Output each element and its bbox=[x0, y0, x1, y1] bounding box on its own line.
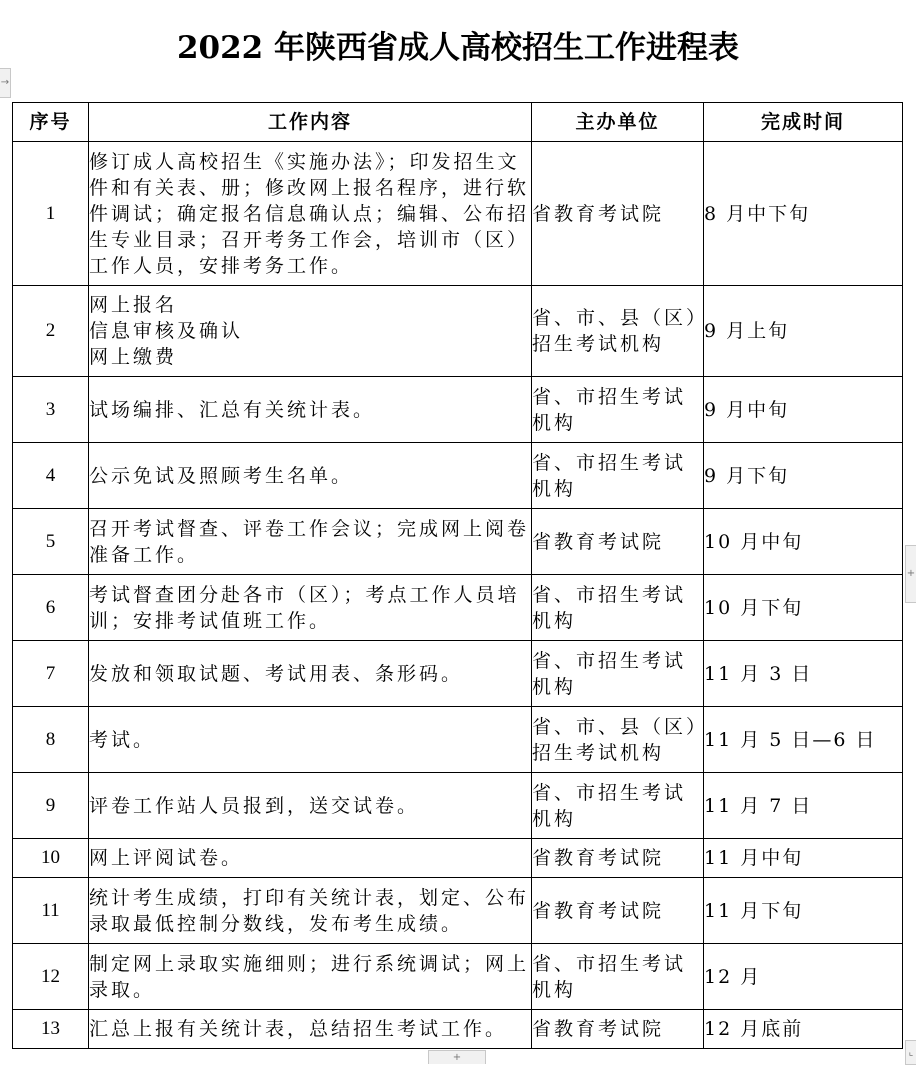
header-content: 工作内容 bbox=[89, 103, 532, 142]
row-content bbox=[89, 641, 532, 707]
row-completion-time: 8 月中下旬 bbox=[704, 142, 903, 286]
content-line: 汇总上报有关统计表，总结招生考试工作。 bbox=[89, 1018, 508, 1040]
row-content bbox=[89, 1010, 532, 1049]
row-number: 10 bbox=[13, 839, 89, 878]
header-number: 序号 bbox=[13, 103, 89, 142]
row-number: 11 bbox=[13, 878, 89, 944]
row-content bbox=[89, 773, 532, 839]
table-row bbox=[13, 377, 903, 443]
row-number: 9 bbox=[13, 773, 89, 839]
row-number: 12 bbox=[13, 944, 89, 1010]
row-organizer: 省、市招生考试机构 bbox=[532, 575, 704, 641]
row-number: 7 bbox=[13, 641, 89, 707]
content-line: 考试。 bbox=[89, 728, 156, 751]
row-completion-time: 11 月中旬 bbox=[704, 839, 903, 878]
table-row bbox=[13, 286, 903, 377]
table-row bbox=[13, 773, 903, 839]
content-line: 考试督查团分赴各市（区）；考点工作人员培训；安排考试值班工作。 bbox=[89, 583, 520, 632]
row-completion-time: 12 月底前 bbox=[704, 1010, 903, 1049]
row-organizer: 省、市、县（区）招生考试机构 bbox=[532, 707, 704, 773]
resize-corner-icon[interactable]: ⌞ bbox=[905, 1040, 916, 1065]
table-row bbox=[13, 878, 903, 944]
table-row bbox=[13, 443, 903, 509]
row-completion-time: 10 月中旬 bbox=[704, 509, 903, 575]
row-number: 5 bbox=[13, 509, 89, 575]
row-organizer: 省教育考试院 bbox=[532, 1010, 704, 1049]
row-content bbox=[89, 377, 532, 443]
add-row-icon[interactable]: + bbox=[428, 1050, 486, 1064]
content-line: 召开考试督查、评卷工作会议；完成网上阅卷准备工作。 bbox=[89, 517, 530, 566]
row-completion-time: 9 月中旬 bbox=[704, 377, 903, 443]
row-number: 8 bbox=[13, 707, 89, 773]
content-line: 网上评阅试卷。 bbox=[89, 847, 244, 869]
header-completion-time: 完成时间 bbox=[704, 103, 903, 142]
table-row bbox=[13, 142, 903, 286]
content-line: 制定网上录取实施细则；进行系统调试；网上录取。 bbox=[89, 952, 530, 1001]
content-line: 试场编排、汇总有关统计表。 bbox=[89, 398, 376, 421]
row-organizer: 省、市招生考试机构 bbox=[532, 773, 704, 839]
row-organizer: 省、市招生考试机构 bbox=[532, 377, 704, 443]
row-content bbox=[89, 443, 532, 509]
table-row bbox=[13, 575, 903, 641]
row-number: 3 bbox=[13, 377, 89, 443]
row-organizer: 省教育考试院 bbox=[532, 839, 704, 878]
row-content bbox=[89, 944, 532, 1010]
row-organizer: 省、市、县（区）招生考试机构 bbox=[532, 286, 704, 377]
content-line: 公示免试及照顾考生名单。 bbox=[89, 464, 354, 487]
row-completion-time: 9 月上旬 bbox=[704, 286, 903, 377]
row-completion-time: 9 月下旬 bbox=[704, 443, 903, 509]
content-line: 修订成人高校招生《实施办法》；印发招生文件和有关表、册；修改网上报名程序，进行软件调试；确定报名信息确认点；编辑、公布招生专业目录；召开考务工作会，培训市（区）工作人员，安排考务工作。 bbox=[89, 150, 530, 277]
table-row bbox=[13, 839, 903, 878]
row-content bbox=[89, 707, 532, 773]
row-content bbox=[89, 878, 532, 944]
row-organizer: 省、市招生考试机构 bbox=[532, 641, 704, 707]
row-number: 2 bbox=[13, 286, 89, 377]
row-completion-time: 11 月 7 日 bbox=[704, 773, 903, 839]
row-content bbox=[89, 286, 532, 377]
table-row bbox=[13, 509, 903, 575]
content-line: 发放和领取试题、考试用表、条形码。 bbox=[89, 662, 464, 685]
row-completion-time: 11 月下旬 bbox=[704, 878, 903, 944]
row-number: 6 bbox=[13, 575, 89, 641]
row-number: 4 bbox=[13, 443, 89, 509]
content-line: 网上报名 bbox=[89, 294, 178, 316]
table-header-row bbox=[13, 103, 903, 142]
table-row bbox=[13, 707, 903, 773]
table-row bbox=[13, 641, 903, 707]
row-completion-time: 12 月 bbox=[704, 944, 903, 1010]
content-line: 信息审核及确认 bbox=[89, 320, 244, 342]
row-content bbox=[89, 575, 532, 641]
page-title: 2022 年陕西省成人高校招生工作进程表 bbox=[176, 30, 740, 66]
row-completion-time: 10 月下旬 bbox=[704, 575, 903, 641]
table-row bbox=[13, 1010, 903, 1049]
row-completion-time: 11 月 3 日 bbox=[704, 641, 903, 707]
content-line: 评卷工作站人员报到，送交试卷。 bbox=[89, 794, 420, 817]
row-number: 13 bbox=[13, 1010, 89, 1049]
table-body bbox=[13, 142, 903, 1049]
row-content bbox=[89, 839, 532, 878]
schedule-table bbox=[12, 102, 903, 1049]
row-organizer: 省教育考试院 bbox=[532, 509, 704, 575]
row-organizer: 省教育考试院 bbox=[532, 142, 704, 286]
expand-arrow-icon[interactable]: → bbox=[0, 68, 11, 98]
row-organizer: 省、市招生考试机构 bbox=[532, 944, 704, 1010]
row-organizer: 省教育考试院 bbox=[532, 878, 704, 944]
row-organizer: 省、市招生考试机构 bbox=[532, 443, 704, 509]
add-column-icon[interactable]: + bbox=[905, 545, 916, 603]
table-row bbox=[13, 944, 903, 1010]
row-content bbox=[89, 509, 532, 575]
header-organizer: 主办单位 bbox=[532, 103, 704, 142]
content-line: 统计考生成绩，打印有关统计表，划定、公布录取最低控制分数线，发布考生成绩。 bbox=[89, 886, 530, 935]
row-completion-time: 11 月 5 日—6 日 bbox=[704, 707, 903, 773]
row-number: 1 bbox=[13, 142, 89, 286]
content-line: 网上缴费 bbox=[89, 346, 178, 368]
row-content bbox=[89, 142, 532, 286]
